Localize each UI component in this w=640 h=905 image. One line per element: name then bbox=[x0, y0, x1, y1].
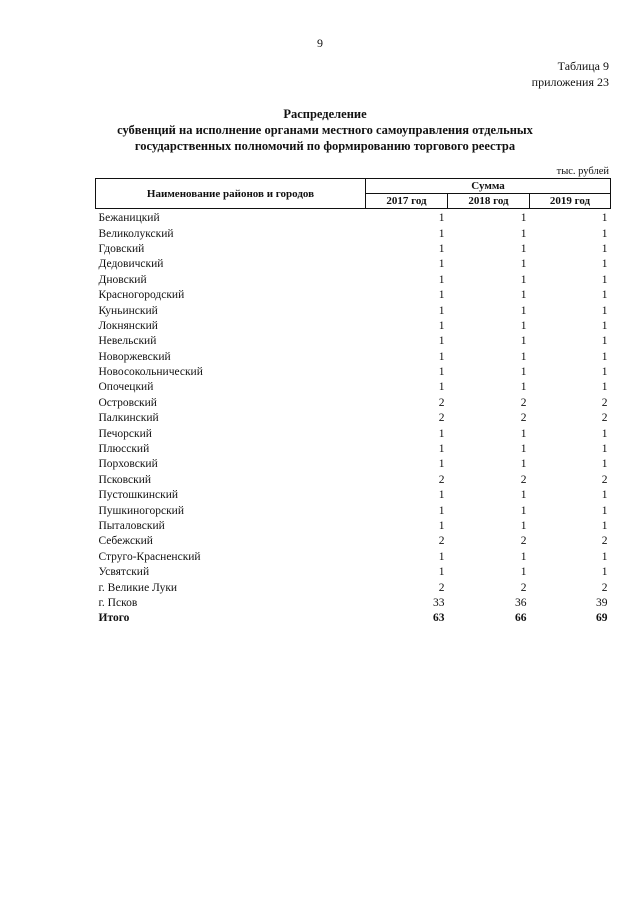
value-2017-cell: 2 bbox=[438, 412, 445, 425]
value-2017-cell: 1 bbox=[438, 242, 445, 255]
row-name-cell: Плюсский bbox=[98, 443, 150, 456]
row-name-cell: Новоржевский bbox=[98, 350, 171, 363]
value-2019-cell: 1 bbox=[601, 289, 608, 302]
value-2019-cell: 2 bbox=[601, 473, 608, 486]
value-2019-cell: 2 bbox=[601, 396, 608, 409]
value-2018-cell: 1 bbox=[520, 427, 527, 440]
distribution-table bbox=[95, 178, 611, 627]
row-name-cell: Красногородский bbox=[98, 289, 185, 302]
value-2019-cell: 1 bbox=[601, 520, 608, 532]
value-2017-cell: 2 bbox=[438, 581, 445, 594]
column-header-name: Наименование районов и городов bbox=[96, 179, 366, 209]
value-2017-cell: 33 bbox=[433, 596, 445, 609]
column-header-year: 2017 год bbox=[366, 194, 448, 209]
value-2019-cell: 2 bbox=[601, 581, 608, 594]
row-name-cell: Локнянский bbox=[98, 319, 158, 332]
table-row bbox=[96, 365, 611, 380]
value-2019-cell: 1 bbox=[601, 258, 608, 271]
value-2018-cell: 1 bbox=[520, 304, 527, 317]
row-name-cell: Гдовский bbox=[98, 242, 145, 255]
value-2018-cell: 1 bbox=[520, 350, 527, 363]
table-row bbox=[96, 288, 611, 303]
table-row bbox=[96, 273, 611, 288]
row-name-cell: Итого bbox=[98, 612, 130, 625]
table-row bbox=[96, 519, 611, 534]
value-2019-cell: 1 bbox=[601, 566, 608, 579]
table-row bbox=[96, 226, 611, 241]
row-name-cell: Невельский bbox=[98, 335, 157, 348]
row-name-cell: Великолукский bbox=[98, 227, 174, 240]
value-2018-cell: 36 bbox=[515, 596, 527, 609]
column-header-sum: Сумма bbox=[366, 179, 611, 194]
value-2017-cell: 1 bbox=[438, 566, 445, 579]
row-name-cell: Струго-Красненский bbox=[98, 550, 201, 563]
row-name-cell: Новосокольнический bbox=[98, 366, 203, 379]
table-row bbox=[96, 334, 611, 349]
value-2018-cell: 1 bbox=[520, 212, 527, 225]
value-2018-cell: 1 bbox=[520, 273, 527, 286]
value-2019-cell: 1 bbox=[601, 504, 608, 517]
value-2019-cell: 1 bbox=[601, 366, 608, 379]
value-2017-cell: 2 bbox=[438, 473, 445, 486]
value-2017-cell: 1 bbox=[438, 458, 445, 471]
units-label: тыс. рублей bbox=[556, 166, 609, 177]
value-2018-cell: 1 bbox=[520, 458, 527, 471]
value-2018-cell: 1 bbox=[520, 489, 527, 502]
value-2018-cell: 1 bbox=[520, 566, 527, 579]
table-row bbox=[96, 503, 611, 518]
table-row bbox=[96, 488, 611, 503]
value-2019-cell: 1 bbox=[601, 550, 608, 563]
value-2017-cell: 1 bbox=[438, 319, 445, 332]
table-body bbox=[96, 209, 611, 627]
value-2018-cell: 1 bbox=[520, 335, 527, 348]
table-row bbox=[96, 303, 611, 318]
value-2019-cell: 2 bbox=[601, 412, 608, 425]
value-2018-cell: 66 bbox=[515, 612, 527, 625]
table-row bbox=[96, 565, 611, 580]
title-line: государственных полномочий по формированию торгового реестра bbox=[134, 139, 516, 153]
value-2019-cell: 1 bbox=[601, 242, 608, 255]
value-2017-cell: 1 bbox=[438, 304, 445, 317]
table-row bbox=[96, 457, 611, 472]
value-2019-cell: 1 bbox=[601, 489, 608, 502]
value-2019-cell: 1 bbox=[601, 350, 608, 363]
value-2017-cell: 1 bbox=[438, 427, 445, 440]
value-2017-cell: 1 bbox=[438, 366, 445, 379]
value-2019-cell: 1 bbox=[601, 273, 608, 286]
table-row bbox=[96, 396, 611, 411]
value-2019-cell: 1 bbox=[601, 335, 608, 348]
row-name-cell: Куньинский bbox=[98, 304, 158, 317]
value-2018-cell: 2 bbox=[520, 396, 527, 409]
value-2017-cell: 1 bbox=[438, 289, 445, 302]
table-row bbox=[96, 209, 611, 227]
document-title bbox=[60, 106, 590, 154]
value-2017-cell: 1 bbox=[438, 381, 445, 394]
row-name-cell: Дедовичский bbox=[98, 258, 164, 271]
table-row bbox=[96, 426, 611, 441]
value-2019-cell: 1 bbox=[601, 381, 608, 394]
value-2018-cell: 1 bbox=[520, 258, 527, 271]
row-name-cell: Дновский bbox=[98, 273, 147, 286]
value-2017-cell: 1 bbox=[438, 550, 445, 563]
row-name-cell: Опочецкий bbox=[98, 381, 154, 394]
row-name-cell: г. Псков bbox=[98, 596, 138, 609]
value-2018-cell: 1 bbox=[520, 550, 527, 563]
row-name-cell: г. Великие Луки bbox=[98, 581, 178, 594]
table-reference-line: приложения 23 bbox=[531, 75, 609, 89]
value-2017-cell: 1 bbox=[438, 520, 445, 532]
table-row bbox=[96, 580, 611, 595]
table-row bbox=[96, 442, 611, 457]
column-header-year: 2019 год bbox=[530, 194, 611, 209]
value-2017-cell: 1 bbox=[438, 227, 445, 240]
value-2017-cell: 1 bbox=[438, 335, 445, 348]
value-2019-cell: 1 bbox=[601, 443, 608, 456]
value-2019-cell: 1 bbox=[601, 304, 608, 317]
row-name-cell: Пустошкинский bbox=[98, 489, 179, 502]
value-2017-cell: 63 bbox=[433, 612, 445, 625]
table-reference-line: Таблица 9 bbox=[557, 59, 609, 73]
row-name-cell: Палкинский bbox=[98, 412, 159, 425]
table-row bbox=[96, 534, 611, 549]
value-2018-cell: 1 bbox=[520, 227, 527, 240]
value-2018-cell: 2 bbox=[520, 535, 527, 548]
value-2018-cell: 1 bbox=[520, 381, 527, 394]
value-2017-cell: 1 bbox=[438, 443, 445, 456]
value-2019-cell: 1 bbox=[601, 458, 608, 471]
value-2017-cell: 1 bbox=[438, 258, 445, 271]
title-line: Распределение bbox=[283, 107, 367, 121]
table-row bbox=[96, 596, 611, 611]
row-name-cell: Печорский bbox=[98, 427, 152, 440]
value-2019-cell: 1 bbox=[601, 227, 608, 240]
value-2018-cell: 1 bbox=[520, 443, 527, 456]
table-row bbox=[96, 380, 611, 395]
row-name-cell: Усвятский bbox=[98, 566, 150, 579]
value-2018-cell: 2 bbox=[520, 581, 527, 594]
value-2019-cell: 1 bbox=[601, 427, 608, 440]
row-name-cell: Себежский bbox=[98, 535, 153, 548]
row-name-cell: Пыталовский bbox=[98, 520, 165, 532]
title-line: субвенций на исполнение органами местного самоуправления отдельных bbox=[117, 123, 533, 137]
value-2017-cell: 1 bbox=[438, 504, 445, 517]
row-name-cell: Пушкиногорский bbox=[98, 504, 184, 517]
value-2019-cell: 2 bbox=[601, 535, 608, 548]
value-2018-cell: 2 bbox=[520, 473, 527, 486]
page-number: 9 bbox=[317, 36, 323, 50]
table-row bbox=[96, 242, 611, 257]
value-2018-cell: 1 bbox=[520, 520, 527, 532]
table-reference bbox=[532, 58, 609, 90]
value-2017-cell: 1 bbox=[438, 350, 445, 363]
value-2018-cell: 1 bbox=[520, 289, 527, 302]
value-2018-cell: 1 bbox=[520, 319, 527, 332]
row-name-cell: Островский bbox=[98, 396, 157, 409]
value-2017-cell: 2 bbox=[438, 535, 445, 548]
row-name-cell: Псковский bbox=[98, 473, 152, 486]
value-2018-cell: 1 bbox=[520, 504, 527, 517]
total-row bbox=[96, 611, 611, 626]
table-row bbox=[96, 550, 611, 565]
table-row bbox=[96, 473, 611, 488]
value-2019-cell: 1 bbox=[601, 319, 608, 332]
table-row bbox=[96, 411, 611, 426]
value-2017-cell: 1 bbox=[438, 489, 445, 502]
table-row bbox=[96, 319, 611, 334]
row-name-cell: Порховский bbox=[98, 458, 158, 471]
value-2017-cell: 2 bbox=[438, 396, 445, 409]
table-row bbox=[96, 257, 611, 272]
value-2019-cell: 69 bbox=[596, 612, 608, 625]
value-2017-cell: 1 bbox=[438, 212, 445, 225]
value-2018-cell: 2 bbox=[520, 412, 527, 425]
value-2018-cell: 1 bbox=[520, 366, 527, 379]
column-header-year: 2018 год bbox=[448, 194, 530, 209]
value-2018-cell: 1 bbox=[520, 242, 527, 255]
table-row bbox=[96, 350, 611, 365]
value-2019-cell: 1 bbox=[601, 212, 608, 225]
value-2019-cell: 39 bbox=[596, 596, 608, 609]
row-name-cell: Бежаницкий bbox=[98, 212, 160, 225]
value-2017-cell: 1 bbox=[438, 273, 445, 286]
